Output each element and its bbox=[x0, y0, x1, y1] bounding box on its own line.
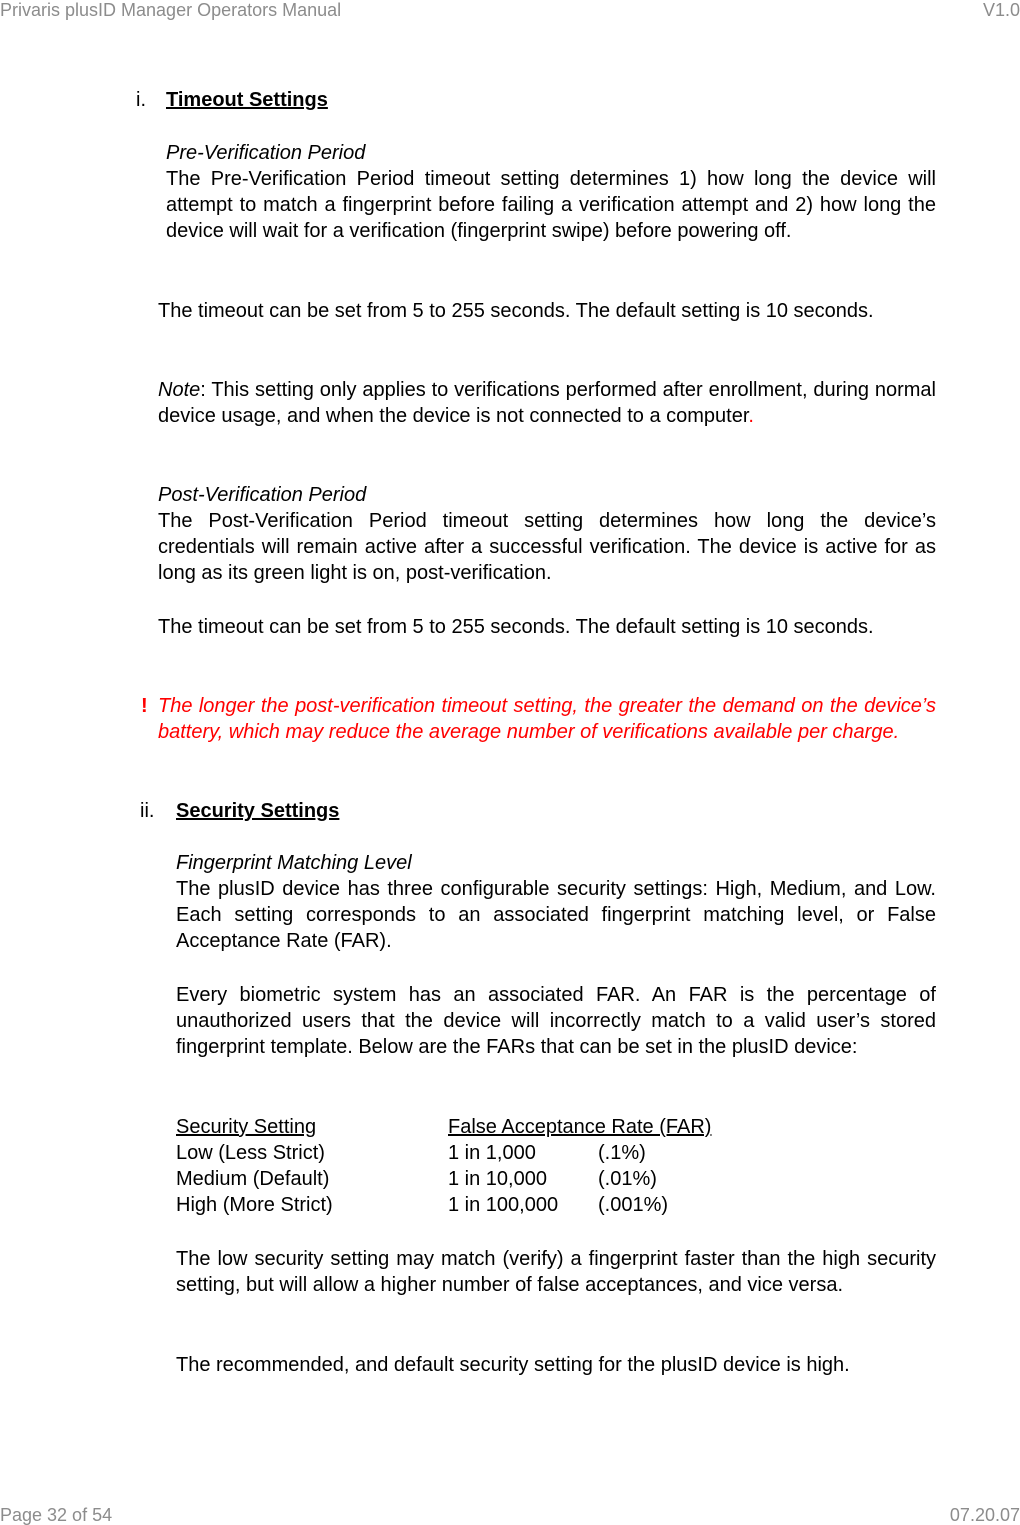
section-title-security: Security Settings bbox=[176, 800, 340, 822]
pre-verification-range: The timeout can be set from 5 to 255 seconds. The default setting is 10 seconds. bbox=[158, 300, 874, 322]
table-header-setting: Security Setting bbox=[176, 1116, 317, 1138]
table-row-percent: (.1%) bbox=[598, 1142, 646, 1164]
post-verification-title: Post-Verification Period bbox=[158, 484, 367, 506]
table-row-setting: High (More Strict) bbox=[176, 1194, 333, 1216]
table-row-setting: Medium (Default) bbox=[176, 1168, 330, 1190]
table-row-percent: (.001%) bbox=[598, 1194, 669, 1216]
table-row-percent: (.01%) bbox=[598, 1168, 657, 1190]
table-row-setting: Low (Less Strict) bbox=[176, 1142, 325, 1164]
post-verification-range: The timeout can be set from 5 to 255 seconds. The default setting is 10 seconds. bbox=[158, 616, 874, 638]
warning-icon: ! bbox=[141, 695, 148, 717]
note-body: : This setting only applies to verifications performed after enrollment, during normal device usage, and when the device is not connected to a computer bbox=[158, 379, 936, 427]
pre-verification-body: The Pre-Verification Period timeout setting determines 1) how long the device will attempt to match a fingerprint before failing a verification attempt and 2) how long the device will wait for a verification (fingerprint swipe) before powering off. bbox=[166, 168, 936, 242]
section-numeral-security: ii. bbox=[140, 800, 155, 822]
header-title: Privaris plusID Manager Operators Manual bbox=[0, 0, 342, 20]
table-row-rate: 1 in 10,000 bbox=[448, 1168, 547, 1190]
security-recommendation: The recommended, and default security setting for the plusID device is high. bbox=[176, 1354, 850, 1376]
section-numeral-timeout: i. bbox=[136, 89, 146, 111]
table-header-far: False Acceptance Rate (FAR) bbox=[448, 1116, 712, 1138]
note-period: . bbox=[748, 405, 754, 427]
fingerprint-matching-body: The plusID device has three configurable security settings: High, Medium, and Low. Each setting corresponds to an associated fingerprint matching level, or False Acceptance Rate (FAR). bbox=[176, 878, 936, 952]
security-tradeoff: The low security setting may match (verify) a fingerprint faster than the high security setting, but will allow a higher number of false acceptances, and vice versa. bbox=[176, 1248, 936, 1296]
footer-page-number: Page 32 of 54 bbox=[0, 1505, 113, 1525]
section-title-timeout: Timeout Settings bbox=[166, 89, 328, 111]
header-version: V1.0 bbox=[982, 0, 1020, 20]
far-description: Every biometric system has an associated FAR. An FAR is the percentage of unauthorized users that the device will incorrectly match to a valid user’s stored fingerprint template. Below are the FARs that can be set in the plusID device: bbox=[176, 984, 936, 1058]
footer-date: 07.20.07 bbox=[949, 1505, 1020, 1525]
table-row-rate: 1 in 1,000 bbox=[448, 1142, 536, 1164]
note-paragraph bbox=[158, 377, 936, 429]
post-verification-body: The Post-Verification Period timeout setting determines how long the device’s credentials will remain active after a successful verification. The device is active for as long as its green light is on, post-verification. bbox=[158, 510, 936, 584]
warning-text: The longer the post-verification timeout setting, the greater the demand on the device’s battery, which may reduce the average number of verifications available per charge. bbox=[158, 695, 936, 743]
pre-verification-title: Pre-Verification Period bbox=[166, 142, 366, 164]
table-row-rate: 1 in 100,000 bbox=[448, 1194, 559, 1216]
note-label: Note bbox=[158, 379, 201, 401]
fingerprint-matching-title: Fingerprint Matching Level bbox=[176, 852, 412, 874]
